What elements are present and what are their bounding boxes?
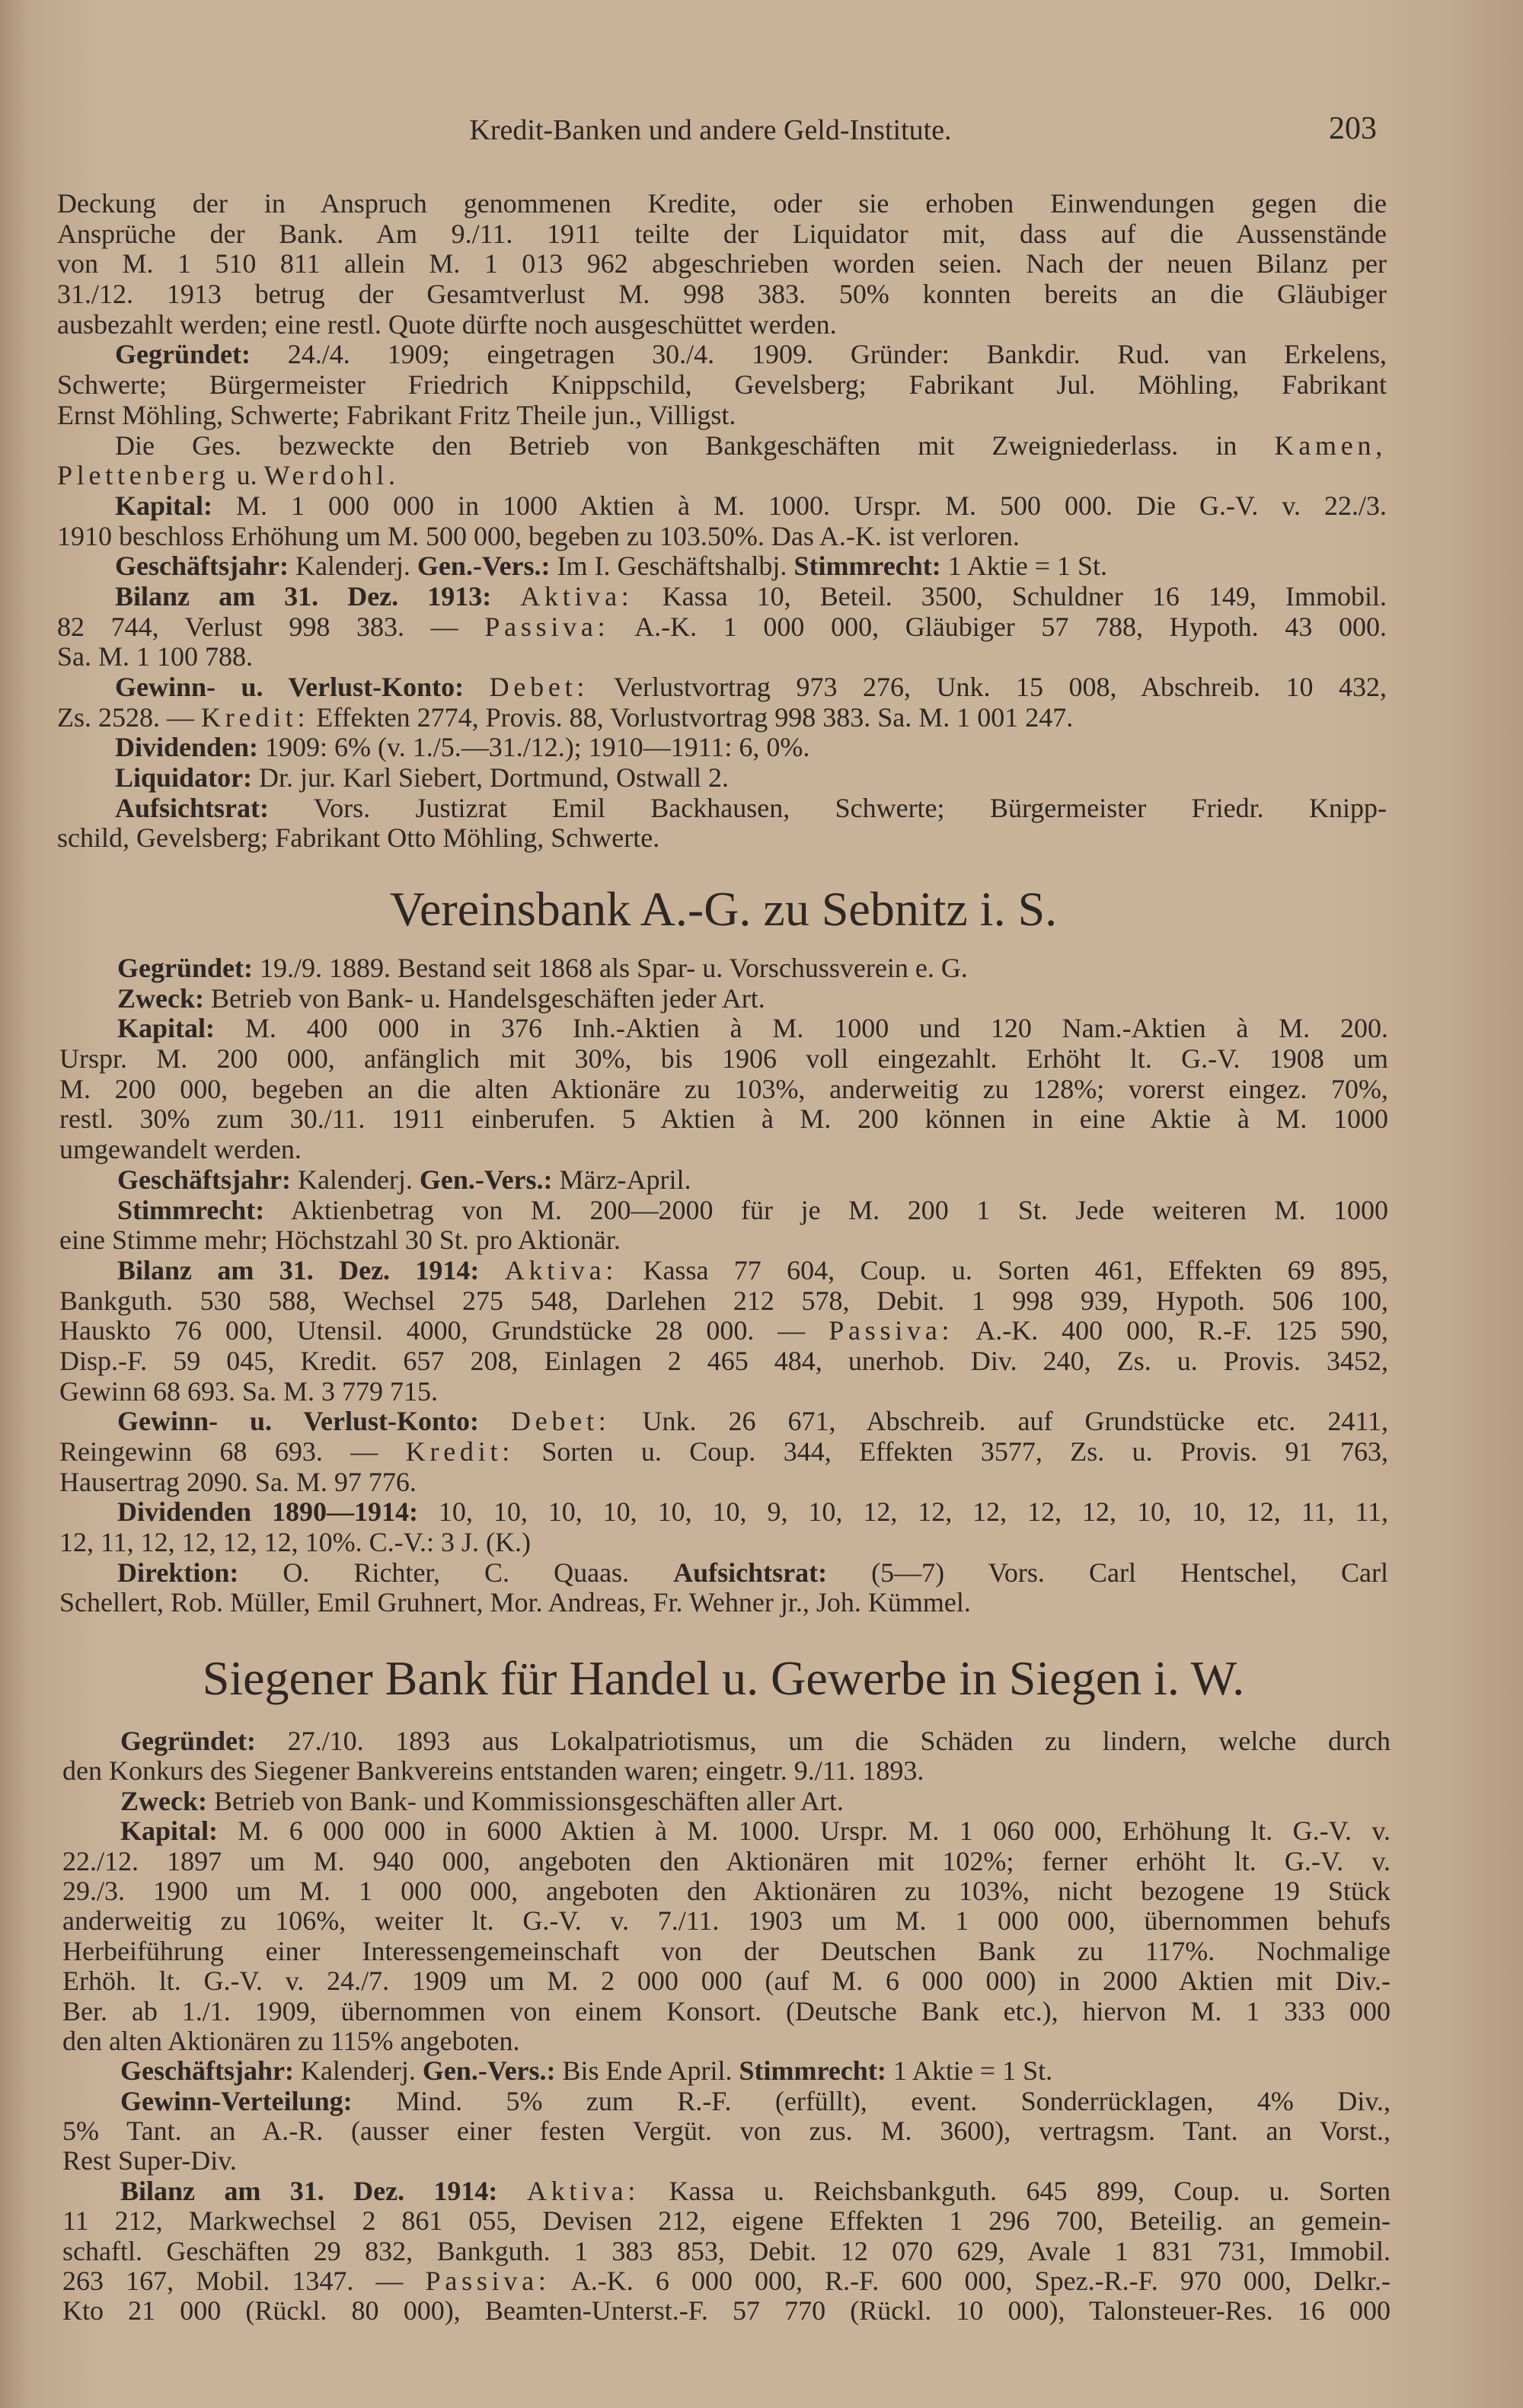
field-label: Bilanz am 31. Dez. 1913: [115, 580, 492, 612]
text-line [59, 1558, 1388, 1589]
text-line [62, 2176, 1390, 2206]
text-run: schaftl. Geschäften 29 832, Bankguth. 1 383 853, Debit. 12 070 629, Avale 1 831 731, Immobil. [62, 2235, 1390, 2266]
text-run: 24./4. 1909; eingetragen 30./4. 1909. Gründer: Bankdir. Rud. van Erkelens, [250, 339, 1387, 370]
text-line [62, 1847, 1390, 1876]
text-run [464, 672, 490, 702]
text-run: M. 200 000, begeben an die alten Aktionäre zu 103%, anderweitig zu 128%; vorerst eingez. 70%, [59, 1073, 1388, 1104]
spaced-term: Plettenberg [57, 460, 230, 491]
field-label: Stimmrecht: [117, 1194, 265, 1225]
text-run: Effekten 2774, Provis. 88, Vorlustvortrag 998 383. Sa. M. 1 001 247. [309, 701, 1074, 733]
field-label: Zweck: [120, 1785, 207, 1816]
text-line [57, 189, 1387, 219]
text-run: Urspr. M. 200 000, anfänglich mit 30%, bis 1906 voll eingezahlt. Erhöht lt. G.-V. 1908 um [59, 1043, 1388, 1075]
text-run: Schwerte; Bürgermeister Friedrich Knippschild, Gevelsberg; Fabrikant Jul. Möhling, Fabrikant [57, 369, 1387, 401]
field-label: Gewinn- u. Verlust-Konto: [115, 672, 465, 702]
text-line [62, 2056, 1390, 2086]
field-label: Kapital: [117, 1013, 216, 1044]
field-label: Zweck: [117, 982, 204, 1014]
text-line [57, 794, 1387, 824]
text-line [62, 1787, 1390, 1816]
text-line [59, 1437, 1388, 1467]
field-label: Aufsichtsrat: [115, 792, 269, 823]
text-line [59, 1316, 1388, 1346]
text-run: Ansprüche der Bank. Am 9./11. 1911 teilte der Liquidator mit, dass auf die Aussenstände [57, 218, 1387, 249]
text-line [59, 1165, 1388, 1196]
text-run: Bis Ende April. [555, 2055, 739, 2087]
spaced-term: Debet: [489, 672, 589, 702]
text-line [59, 1377, 1388, 1407]
text-run: Herbeiführung einer Interessengemeinschaft von der Deutschen Bank zu 117%. Nochmalige [62, 1935, 1390, 1966]
text-run: O. Richter, C. Quaas. [238, 1557, 674, 1588]
text-line [57, 642, 1387, 672]
text-run: M. 6 000 000 in 6000 Aktien à M. 1000. Urspr. M. 1 060 000, Erhöhung lt. G.-V. v. [218, 1816, 1390, 1847]
text-line [57, 431, 1387, 461]
text-line [57, 461, 1387, 491]
text-line [59, 984, 1388, 1014]
field-label: Geschäftsjahr: [120, 2055, 294, 2087]
spaced-term: Passiva: [425, 2266, 551, 2297]
text-line [57, 370, 1387, 401]
section-liquidated-bank [57, 189, 1387, 854]
text-line [62, 1756, 1390, 1786]
text-run: Kalenderj. [293, 2055, 423, 2087]
text-run: 10, 10, 10, 10, 10, 10, 9, 10, 12, 12, 12, 12, 12, 10, 10, 12, 11, 11, [417, 1496, 1388, 1528]
text-line [62, 1876, 1390, 1906]
text-run: Schellert, Rob. Müller, Emil Gruhnert, Mor. Andreas, Fr. Wehner jr., Joh. Kümmel. [59, 1587, 971, 1618]
text-run: u. [229, 460, 264, 491]
text-run: Kassa u. Reichsbankguth. 645 899, Coup. u. Sorten [640, 2175, 1391, 2206]
text-run: Betrieb von Bank- und Kommissionsgeschäften aller Art. [206, 1785, 844, 1816]
spaced-term: Aktiva: [504, 1254, 618, 1285]
text-line [59, 953, 1388, 984]
text-run: 27./10. 1893 aus Lokalpatriotismus, um die Schäden zu lindern, welche durch [255, 1726, 1390, 1756]
field-label: Aufsichtsrat: [673, 1557, 828, 1588]
text-run: von M. 1 510 811 allein M. 1 013 962 abgeschrieben worden seien. Nach der neuen Bilanz per [57, 248, 1387, 279]
text-line [62, 1937, 1390, 1966]
section-vereinsbank-sebnitz [59, 953, 1388, 1618]
text-run: 31./12. 1913 betrug der Gesamtverlust M. 998 383. 50% konnten bereits an die Gläubiger [57, 279, 1387, 310]
text-line [62, 2296, 1390, 2326]
text-line [62, 2116, 1390, 2146]
spaced-term: Aktiva: [520, 580, 634, 612]
text-line [57, 672, 1387, 703]
text-run: 29./3. 1900 um M. 1 000 000, angeboten den Aktionären zu 103%, nicht bezogene 19 Stück [62, 1875, 1390, 1906]
text-line [59, 1588, 1388, 1618]
field-label: Geschäftsjahr: [115, 551, 289, 582]
text-line [57, 733, 1387, 763]
text-line [59, 1075, 1388, 1105]
text-line [59, 1104, 1388, 1135]
field-label: Bilanz am 31. Dez. 1914: [120, 2175, 498, 2206]
field-label: Direktion: [117, 1557, 239, 1588]
text-run: Kalenderj. [288, 551, 417, 582]
section-title-siegener-bank: Siegener Bank für Handel u. Gewerbe in Siegen i. W. [202, 1651, 1245, 1705]
field-label: Kapital: [115, 490, 213, 521]
spaced-term: Passiva: [484, 611, 610, 642]
text-line [57, 522, 1387, 552]
text-line [59, 1196, 1388, 1226]
text-line [62, 2146, 1390, 2176]
text-run: Gewinn 68 693. Sa. M. 3 779 715. [59, 1375, 438, 1407]
text-line [59, 1225, 1388, 1256]
text-run: 11 212, Markwechsel 2 861 055, Devisen 212, eigene Effekten 1 296 700, Beteilig. an gemein- [62, 2205, 1390, 2237]
text-line [57, 763, 1387, 794]
text-run: A.-K. 6 000 000, R.-F. 600 000, Spez.-R.-F. 970 000, Delkr.- [550, 2266, 1391, 2297]
text-run: Disp.-F. 59 045, Kredit. 657 208, Einlagen 2 465 484, unerhob. Div. 240, Zs. u. Provis. 3452, [59, 1345, 1388, 1376]
text-run: Mind. 5% zum R.-F. (erfüllt), event. Sonderrücklagen, 4% Div., [352, 2085, 1390, 2116]
text-run: 5% Tant. an A.-R. (ausser einer festen Vergüt. von zus. M. 3600), vertragsm. Tant. an Vorst., [62, 2116, 1390, 2147]
text-line [62, 2237, 1390, 2266]
text-run: den alten Aktionären zu 115% angeboten. [62, 2025, 520, 2056]
text-run: ausbezahlt werden; eine restl. Quote dürfte noch ausgeschüttet werden. [57, 308, 837, 340]
text-run: Unk. 26 671, Abschreib. auf Grundstücke etc. 2411, [610, 1406, 1389, 1437]
text-line [59, 1044, 1388, 1075]
text-run: (5—7) Vors. Carl Hentschel, Carl [827, 1557, 1388, 1588]
text-run: Kto 21 000 (Rückl. 80 000), Beamten-Unterst.-F. 57 770 (Rückl. 10 000), Talonsteuer-Res. 16 000 [62, 2295, 1390, 2327]
field-label: Gegründet: [120, 1726, 256, 1756]
field-label: Gewinn-Verteilung: [120, 2085, 353, 2116]
text-run: Sa. M. 1 100 788. [57, 641, 254, 672]
text-line [62, 2206, 1390, 2236]
text-run: 263 167, Mobil. 1347. — [62, 2266, 426, 2297]
text-run: umgewandelt werden. [59, 1134, 302, 1165]
text-run: Vors. Justizrat Emil Backhausen, Schwerte; Bürgermeister Friedr. Knipp- [268, 792, 1387, 823]
text-line [62, 2026, 1390, 2056]
spaced-term: Werdohl. [263, 460, 400, 491]
section-siegener-bank [62, 1726, 1390, 2327]
text-run: Deckung der in Anspruch genommenen Kredite, oder sie erhoben Einwendungen gegen die [57, 188, 1387, 219]
text-line [62, 1966, 1390, 1996]
text-run: den Konkurs des Siegener Bankvereins entstanden waren; eingetr. 9./11. 1893. [62, 1755, 924, 1787]
text-line [57, 823, 1387, 854]
field-label: Dividenden 1890—1914: [117, 1496, 418, 1528]
field-label: Gen.-Vers.: [419, 1164, 553, 1195]
text-line [59, 1346, 1388, 1377]
spaced-term: Debet: [511, 1406, 611, 1437]
text-line [57, 551, 1387, 582]
running-title: Kredit-Banken und andere Geld-Institute. [469, 114, 952, 146]
text-run: 1910 beschloss Erhöhung um M. 500 000, begeben zu 103.50%. Das A.-K. ist verloren. [57, 520, 1020, 551]
text-run: Dr. jur. Karl Siebert, Dortmund, Ostwall 2. [252, 762, 729, 794]
text-line [57, 401, 1387, 431]
field-label: Stimmrecht: [739, 2055, 886, 2087]
field-label: Bilanz am 31. Dez. 1914: [117, 1254, 480, 1285]
text-run: Erhöh. lt. G.-V. v. 24./7. 1909 um M. 2 000 000 (auf M. 6 000 000) in 2000 Aktien mit Div.- [62, 1966, 1390, 1997]
text-run: 82 744, Verlust 998 383. — [57, 611, 485, 642]
text-run: eine Stimme mehr; Höchstzahl 30 St. pro Aktionär. [59, 1225, 621, 1256]
text-line [59, 1528, 1388, 1558]
text-line [62, 2087, 1390, 2116]
text-run: 1 Aktie = 1 St. [886, 2055, 1053, 2087]
field-label: Gegründet: [115, 339, 251, 370]
text-run [479, 1255, 504, 1285]
text-run: Kassa 77 604, Coup. u. Sorten 461, Effekten 69 895, [618, 1254, 1388, 1285]
text-run: A.-K. 400 000, R.-F. 125 590, [953, 1315, 1388, 1346]
text-run: Ernst Möhling, Schwerte; Fabrikant Fritz Theile jun., Villigst. [57, 399, 736, 430]
text-line [59, 1286, 1388, 1317]
page-header [0, 113, 1523, 151]
text-line [59, 1467, 1388, 1498]
field-label: Stimmrecht: [793, 551, 941, 582]
text-line [62, 1997, 1390, 2026]
text-line [57, 219, 1387, 250]
text-line [57, 491, 1387, 522]
text-run: M. 1 000 000 in 1000 Aktien à M. 1000. Urspr. M. 500 000. Die G.-V. v. 22./3. [212, 490, 1387, 521]
text-run: 1909: 6% (v. 1./5.—31./12.); 1910—1911: 6, 0%. [258, 732, 810, 763]
text-line [57, 340, 1387, 370]
text-run: Kalenderj. [290, 1164, 420, 1195]
text-run: Verlustvortrag 973 276, Unk. 15 008, Abschreib. 10 432, [589, 672, 1387, 702]
text-run: Rest Super-Div. [62, 2145, 237, 2176]
text-run: Hausertrag 2090. Sa. M. 97 776. [59, 1466, 417, 1497]
spaced-term: Kredit: [201, 701, 310, 733]
text-run: anderweitig zu 106%, weiter lt. G.-V. v. 7./11. 1903 um M. 1 000 000, übernommen behufs [62, 1905, 1390, 1937]
text-run: Reingewinn 68 693. — [59, 1436, 406, 1467]
text-run [497, 2176, 526, 2206]
page-number: 203 [1329, 111, 1377, 146]
text-line [57, 612, 1387, 643]
field-label: Gen.-Vers.: [422, 2055, 556, 2087]
text-line [59, 1407, 1388, 1437]
text-run: Die Ges. bezweckte den Betrieb von Bankgeschäften mit Zweigniederlass. in [115, 430, 1275, 461]
text-run: Kassa 10, Beteil. 3500, Schuldner 16 149, Immobil. [633, 580, 1387, 612]
field-label: Dividenden: [115, 732, 259, 763]
text-run: M. 400 000 in 376 Inh.-Aktien à M. 1000 und 120 Nam.-Aktien à M. 200. [215, 1013, 1388, 1044]
text-run: Betrieb von Bank- u. Handelsgeschäften jeder Art. [203, 982, 765, 1014]
text-run: A.-K. 1 000 000, Gläubiger 57 788, Hypoth. 43 000. [609, 611, 1387, 642]
spaced-term: Kredit: [405, 1436, 514, 1467]
text-line [62, 2266, 1390, 2296]
field-label: Kapital: [120, 1816, 219, 1847]
text-line [57, 279, 1387, 310]
text-run: 1 Aktie = 1 St. [940, 551, 1108, 582]
text-run: schild, Gevelsberg; Fabrikant Otto Möhling, Schwerte. [57, 822, 660, 854]
text-line [57, 703, 1387, 733]
text-run: Ber. ab 1./1. 1909, übernommen von einem Konsort. (Deutsche Bank etc.), hiervon M. 1 333 000 [62, 1995, 1390, 2026]
text-line [59, 1135, 1388, 1165]
text-line [57, 249, 1387, 279]
text-run: Hauskto 76 000, Utensil. 4000, Grundstücke 28 000. — [59, 1315, 829, 1346]
text-line [59, 1014, 1388, 1044]
text-run [479, 1406, 511, 1436]
text-run: 22./12. 1897 um M. 940 000, angeboten den Aktionären mit 102%; ferner erhöht lt. G.-V. v. [62, 1845, 1390, 1876]
field-label: Liquidator: [115, 762, 253, 794]
field-label: Gegründet: [117, 953, 253, 983]
field-label: Gen.-Vers.: [417, 551, 551, 582]
text-run: Aktienbetrag von M. 200—2000 für je M. 200 1 St. Jede weiteren M. 1000 [264, 1194, 1388, 1225]
text-run: restl. 30% zum 30./11. 1911 einberufen. 5 Aktien à M. 200 können in eine Aktie à M. 1000 [59, 1103, 1388, 1135]
text-run [491, 581, 520, 612]
text-line [62, 1726, 1390, 1756]
section-title-vereinsbank-sebnitz: Vereinsbank A.-G. zu Sebnitz i. S. [389, 882, 1058, 936]
text-line [57, 310, 1387, 340]
text-line [59, 1256, 1388, 1286]
text-run: 12, 11, 12, 12, 12, 12, 10%. C.-V.: 3 J. (K.) [59, 1527, 531, 1558]
spaced-term: Passiva: [829, 1315, 954, 1346]
field-label: Geschäftsjahr: [117, 1164, 291, 1195]
text-line [59, 1497, 1388, 1528]
text-run: 19./9. 1889. Bestand seit 1868 als Spar- u. Vorschussverein e. G. [252, 953, 968, 983]
text-run: Sorten u. Coup. 344, Effekten 3577, Zs. u. Provis. 91 763, [513, 1436, 1388, 1467]
text-run: Bankguth. 530 588, Wechsel 275 548, Darlehen 212 578, Debit. 1 998 939, Hypoth. 506 100, [59, 1285, 1388, 1316]
text-line [62, 1906, 1390, 1936]
spaced-term: Aktiva: [526, 2175, 640, 2206]
text-line [57, 582, 1387, 612]
spaced-term: Kamen, [1274, 430, 1387, 461]
text-run: Zs. 2528. — [57, 701, 201, 733]
text-run: März-April. [552, 1164, 691, 1195]
text-line [62, 1816, 1390, 1846]
field-label: Gewinn- u. Verlust-Konto: [117, 1406, 480, 1437]
text-run: Im I. Geschäftshalbj. [550, 551, 794, 582]
